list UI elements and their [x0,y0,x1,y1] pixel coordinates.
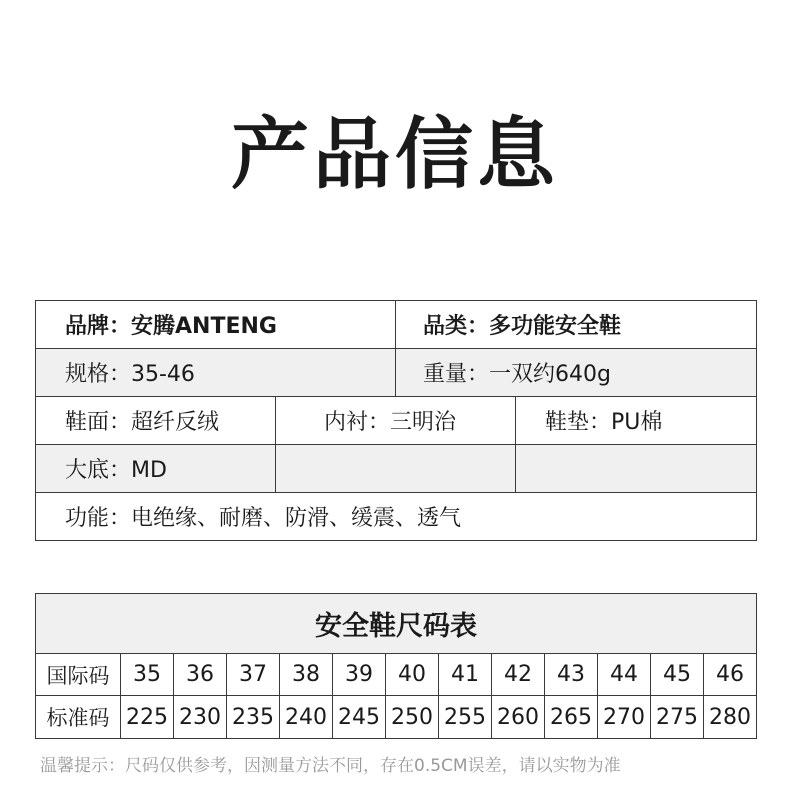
product-info-table [35,300,757,541]
function-cell: 功能：电绝缘、耐磨、防滑、缓震、透气 [36,493,757,541]
size-cell: 265 [545,696,598,739]
lining-cell: 内衬：三明治 [276,397,516,445]
size-cell: 225 [121,696,174,739]
size-cell: 245 [333,696,386,739]
row-label-international: 国际码 [36,654,121,696]
upper-cell: 鞋面：超纤反绒 [36,397,276,445]
size-cell: 260 [492,696,545,739]
size-cell: 270 [598,696,651,739]
size-note: 温馨提示：尺码仅供参考，因测量方法不同，存在0.5CM误差，请以实物为准 [40,756,621,776]
empty-cell [276,445,516,493]
size-cell: 240 [280,696,333,739]
page-title: 产品信息 [230,110,559,200]
size-chart-title: 安全鞋尺码表 [36,594,757,654]
size-cell: 280 [704,696,757,739]
size-cell: 36 [174,654,227,696]
table-row [36,696,757,739]
table-row [36,654,757,696]
weight-cell: 重量：一双约640g [396,349,757,397]
empty-cell [516,445,757,493]
size-cell: 42 [492,654,545,696]
size-cell: 41 [439,654,492,696]
size-cell: 46 [704,654,757,696]
size-cell: 35 [121,654,174,696]
size-cell: 275 [651,696,704,739]
category-cell: 品类：多功能安全鞋 [396,301,757,349]
size-chart-table [35,593,757,739]
row-label-standard: 标准码 [36,696,121,739]
size-cell: 45 [651,654,704,696]
size-cell: 235 [227,696,280,739]
size-cell: 250 [386,696,439,739]
brand-cell: 品牌：安腾ANTENG [36,301,396,349]
size-cell: 230 [174,696,227,739]
size-cell: 39 [333,654,386,696]
size-cell: 37 [227,654,280,696]
insole-cell: 鞋垫：PU棉 [516,397,757,445]
spec-cell: 规格：35-46 [36,349,396,397]
size-cell: 44 [598,654,651,696]
sole-cell: 大底：MD [36,445,276,493]
size-cell: 38 [280,654,333,696]
size-cell: 255 [439,696,492,739]
size-cell: 40 [386,654,439,696]
size-cell: 43 [545,654,598,696]
